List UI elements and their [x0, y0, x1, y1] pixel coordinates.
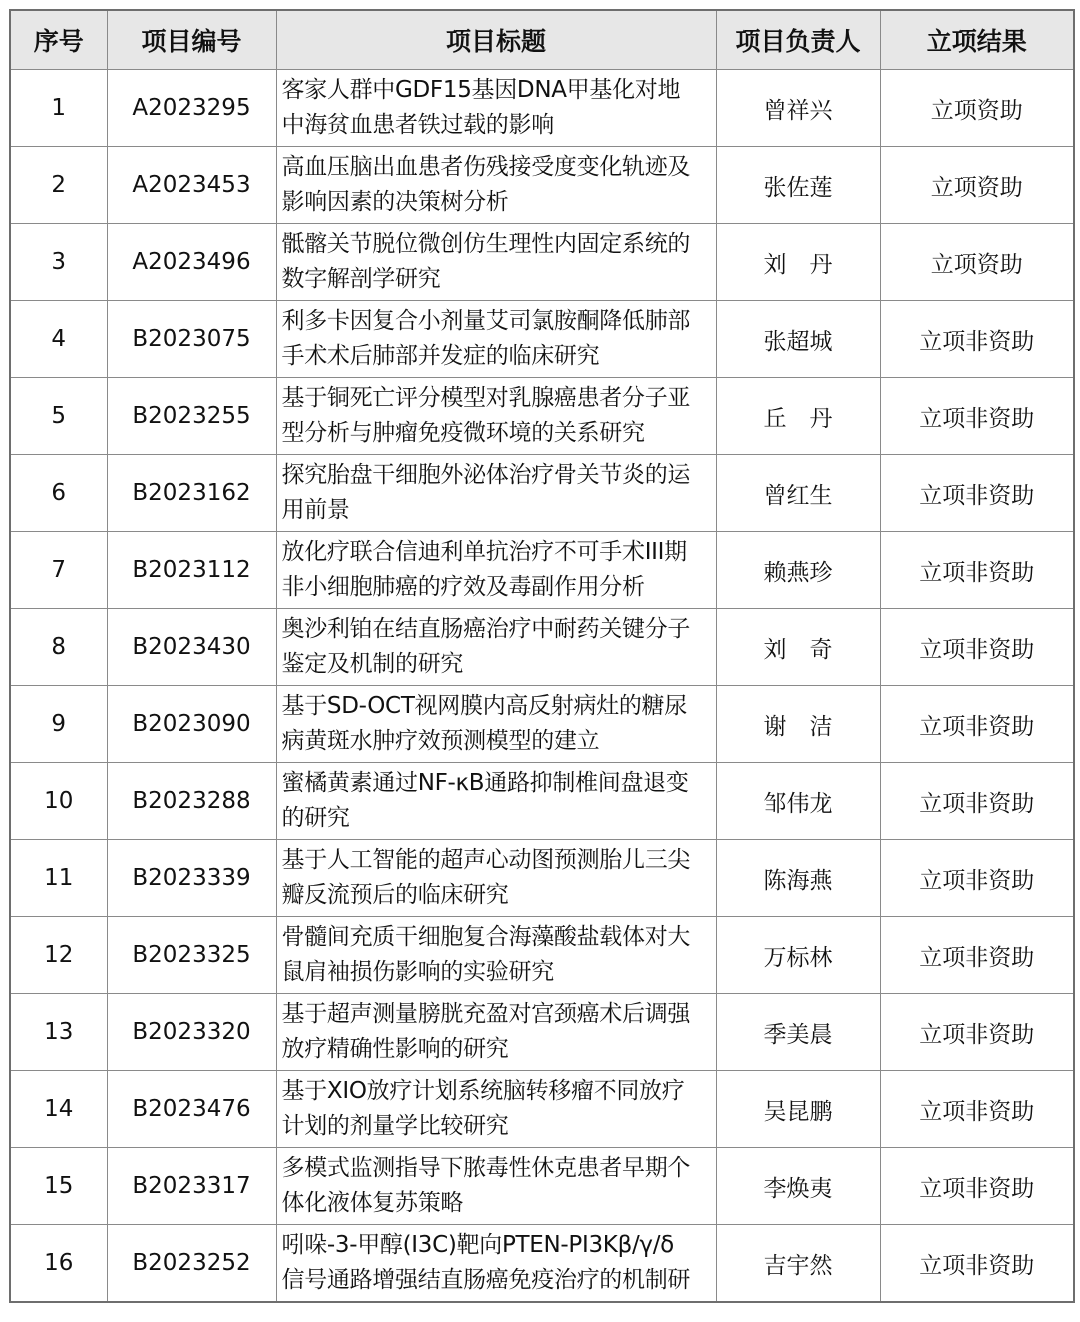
cell-approval-result [880, 147, 1074, 224]
cell-project-title [276, 1148, 716, 1225]
cell-index-text: 14 [44, 1096, 74, 1122]
cell-index [10, 301, 107, 378]
title-line: 利多卡因复合小剂量艾司氯胺酮降低肺部 [281, 308, 691, 334]
cell-project-code-text: A2023453 [132, 172, 251, 198]
cell-approval-result-text: 立项非资助 [919, 1098, 1035, 1125]
cell-project-code [107, 224, 276, 301]
cell-approval-result [880, 1225, 1074, 1303]
cell-index [10, 455, 107, 532]
cell-project-leader [716, 1071, 880, 1148]
cell-project-title [276, 147, 716, 224]
cell-project-code-text: B2023075 [132, 326, 251, 352]
cell-project-title [276, 917, 716, 994]
title-line: 型分析与肿瘤免疫微环境的关系研究 [281, 420, 645, 446]
title-line: 影响因素的决策树分析 [281, 189, 509, 215]
cell-approval-result-text: 立项非资助 [919, 944, 1035, 971]
header-project-title: 项目标题 [276, 10, 716, 70]
title-line: 蜜橘黄素通过NF-κB通路抑制椎间盘退变 [281, 770, 689, 796]
cell-project-code-text: B2023255 [132, 403, 251, 429]
cell-project-code-text: B2023317 [132, 1173, 251, 1199]
cell-index-text: 9 [51, 711, 67, 737]
cell-index [10, 378, 107, 455]
cell-project-code-text: A2023295 [132, 95, 251, 121]
cell-index-text: 11 [44, 865, 74, 891]
cell-project-leader [716, 301, 880, 378]
title-line: 中海贫血患者铁过载的影响 [281, 112, 554, 138]
cell-project-code [107, 70, 276, 147]
cell-project-leader-text: 赖燕珍 [763, 559, 833, 586]
cell-project-code-text: B2023112 [132, 557, 251, 583]
cell-project-code [107, 917, 276, 994]
cell-index [10, 686, 107, 763]
cell-index-text: 8 [51, 634, 67, 660]
table-row [10, 378, 1074, 455]
table-row [10, 686, 1074, 763]
table-row [10, 70, 1074, 147]
cell-index [10, 1225, 107, 1303]
cell-project-leader-text: 刘 丹 [763, 251, 833, 278]
title-line: 客家人群中GDF15基因DNA甲基化对地 [281, 77, 681, 103]
cell-project-leader-text: 万标林 [763, 944, 833, 971]
cell-approval-result-text: 立项非资助 [919, 790, 1035, 817]
cell-approval-result [880, 1148, 1074, 1225]
cell-approval-result-text: 立项非资助 [919, 636, 1035, 663]
cell-index [10, 994, 107, 1071]
cell-index-text: 1 [51, 95, 67, 121]
cell-project-leader-text: 曾红生 [763, 482, 833, 509]
cell-index [10, 917, 107, 994]
table-row [10, 609, 1074, 686]
cell-index-text: 3 [51, 249, 67, 275]
title-line: 基于人工智能的超声心动图预测胎儿三尖 [281, 847, 691, 873]
cell-project-code [107, 994, 276, 1071]
cell-project-leader [716, 609, 880, 686]
cell-project-title [276, 840, 716, 917]
table-body [10, 70, 1074, 1303]
cell-project-code-text: B2023252 [132, 1250, 251, 1276]
cell-project-code [107, 686, 276, 763]
cell-project-leader-text: 吉宇然 [763, 1252, 833, 1279]
table-header-row [10, 10, 1074, 70]
cell-project-title [276, 686, 716, 763]
cell-project-leader-text: 丘 丹 [763, 405, 833, 432]
cell-index-text: 6 [51, 480, 67, 506]
cell-approval-result [880, 455, 1074, 532]
table-row [10, 994, 1074, 1071]
title-line: 高血压脑出血患者伤残接受度变化轨迹及 [281, 154, 691, 180]
cell-project-leader-text: 张超城 [763, 328, 833, 355]
cell-project-code [107, 147, 276, 224]
project-table-frame [9, 9, 1073, 1315]
title-line: 鼠肩袖损伤影响的实验研究 [281, 959, 554, 985]
cell-index-text: 16 [44, 1250, 74, 1276]
cell-project-title [276, 224, 716, 301]
cell-project-title [276, 1071, 716, 1148]
table-row [10, 917, 1074, 994]
cell-index-text: 10 [44, 788, 74, 814]
cell-project-leader [716, 70, 880, 147]
cell-project-leader-text: 吴昆鹏 [763, 1098, 833, 1125]
cell-project-title [276, 70, 716, 147]
title-line: 用前景 [281, 497, 350, 523]
cell-project-leader-text: 邹伟龙 [763, 790, 833, 817]
cell-project-leader [716, 532, 880, 609]
cell-project-code-text: B2023476 [132, 1096, 251, 1122]
title-line: 基于SD-OCT视网膜内高反射病灶的糖尿 [281, 693, 687, 719]
cell-project-code-text: B2023430 [132, 634, 251, 660]
cell-project-code [107, 840, 276, 917]
title-line: 骶髂关节脱位微创仿生理性内固定系统的 [281, 231, 691, 257]
cell-index [10, 70, 107, 147]
cell-approval-result [880, 532, 1074, 609]
project-approval-table [9, 9, 1075, 1303]
cell-project-title [276, 763, 716, 840]
cell-project-title [276, 609, 716, 686]
cell-index [10, 1148, 107, 1225]
cell-approval-result-text: 立项资助 [930, 251, 1023, 278]
title-line: 放化疗联合信迪利单抗治疗不可手术III期 [281, 539, 687, 565]
header-project-code: 项目编号 [107, 10, 276, 70]
table-row [10, 840, 1074, 917]
cell-project-code [107, 609, 276, 686]
title-line: 病黄斑水肿疗效预测模型的建立 [281, 728, 600, 754]
cell-project-title [276, 378, 716, 455]
cell-project-code-text: B2023288 [132, 788, 251, 814]
cell-project-code-text: A2023496 [132, 249, 251, 275]
cell-approval-result [880, 378, 1074, 455]
cell-project-leader [716, 763, 880, 840]
cell-index [10, 609, 107, 686]
cell-approval-result-text: 立项非资助 [919, 1021, 1035, 1048]
cell-project-leader [716, 378, 880, 455]
cell-project-title [276, 301, 716, 378]
cell-project-leader [716, 686, 880, 763]
cell-project-title [276, 994, 716, 1071]
cell-index-text: 7 [51, 557, 67, 583]
cell-approval-result [880, 301, 1074, 378]
cell-approval-result-text: 立项资助 [930, 97, 1023, 124]
cell-project-leader [716, 994, 880, 1071]
title-line: 放疗精确性影响的研究 [281, 1036, 509, 1062]
title-line: 探究胎盘干细胞外泌体治疗骨关节炎的运 [281, 462, 691, 488]
cell-approval-result-text: 立项资助 [930, 174, 1023, 201]
title-line: 瓣反流预后的临床研究 [281, 882, 509, 908]
title-line: 基于XIO放疗计划系统脑转移瘤不同放疗 [281, 1078, 685, 1104]
title-line: 鉴定及机制的研究 [281, 651, 464, 677]
cell-index-text: 12 [44, 942, 74, 968]
cell-approval-result-text: 立项非资助 [919, 867, 1035, 894]
cell-index [10, 1071, 107, 1148]
cell-project-code [107, 763, 276, 840]
cell-project-leader [716, 455, 880, 532]
cell-project-leader [716, 224, 880, 301]
cell-approval-result-text: 立项非资助 [919, 328, 1035, 355]
cell-approval-result [880, 763, 1074, 840]
table-row [10, 1071, 1074, 1148]
cell-project-code [107, 455, 276, 532]
cell-project-leader-text: 季美晨 [763, 1021, 833, 1048]
cell-project-code-text: B2023090 [132, 711, 251, 737]
title-line: 吲哚-3-甲醇(I3C)靶向PTEN-PI3Kβ/γ/δ [281, 1232, 674, 1258]
cell-project-code [107, 532, 276, 609]
cell-index [10, 763, 107, 840]
cell-project-leader-text: 刘 奇 [763, 636, 833, 663]
title-line: 非小细胞肺癌的疗效及毒副作用分析 [281, 574, 645, 600]
table-row [10, 1148, 1074, 1225]
cell-index [10, 532, 107, 609]
title-line: 体化液体复苏策略 [281, 1190, 464, 1216]
title-line: 基于超声测量膀胱充盈对宫颈癌术后调强 [281, 1001, 691, 1027]
cell-approval-result-text: 立项非资助 [919, 559, 1035, 586]
cell-project-leader [716, 1225, 880, 1303]
table-row [10, 224, 1074, 301]
cell-approval-result [880, 70, 1074, 147]
cell-project-leader-text: 陈海燕 [763, 867, 833, 894]
cell-index [10, 224, 107, 301]
cell-project-title [276, 1225, 716, 1303]
cell-approval-result [880, 994, 1074, 1071]
header-approval-result: 立项结果 [880, 10, 1074, 70]
cell-index-text: 13 [44, 1019, 74, 1045]
cell-project-leader [716, 917, 880, 994]
cell-project-code [107, 378, 276, 455]
cell-project-leader-text: 李焕夷 [763, 1175, 833, 1202]
title-line: 基于铜死亡评分模型对乳腺癌患者分子亚 [281, 385, 691, 411]
cell-project-leader [716, 1148, 880, 1225]
cell-index-text: 15 [44, 1173, 74, 1199]
cell-approval-result [880, 686, 1074, 763]
table-row [10, 532, 1074, 609]
cell-approval-result-text: 立项非资助 [919, 1252, 1035, 1279]
cell-project-leader-text: 曾祥兴 [763, 97, 833, 124]
cell-project-title [276, 532, 716, 609]
cell-project-code [107, 1148, 276, 1225]
table-row [10, 301, 1074, 378]
cell-approval-result-text: 立项非资助 [919, 405, 1035, 432]
cell-index [10, 840, 107, 917]
title-line: 的研究 [281, 805, 350, 831]
cell-project-code [107, 1225, 276, 1303]
title-line: 骨髓间充质干细胞复合海藻酸盐载体对大 [281, 924, 691, 950]
cell-index-text: 4 [51, 326, 67, 352]
title-line: 奥沙利铂在结直肠癌治疗中耐药关键分子 [281, 616, 691, 642]
table-row [10, 455, 1074, 532]
cell-index-text: 2 [51, 172, 67, 198]
cell-approval-result [880, 917, 1074, 994]
title-line: 信号通路增强结直肠癌免疫治疗的机制研 [281, 1267, 691, 1293]
title-line: 手术术后肺部并发症的临床研究 [281, 343, 600, 369]
title-line: 计划的剂量学比较研究 [281, 1113, 509, 1139]
header-project-leader: 项目负责人 [716, 10, 880, 70]
cell-approval-result [880, 224, 1074, 301]
cell-approval-result-text: 立项非资助 [919, 713, 1035, 740]
cell-project-leader-text: 张佐莲 [763, 174, 833, 201]
cell-index-text: 5 [51, 403, 67, 429]
cell-project-code-text: B2023339 [132, 865, 251, 891]
table-row [10, 1225, 1074, 1303]
cell-approval-result [880, 1071, 1074, 1148]
cell-approval-result [880, 609, 1074, 686]
cell-approval-result [880, 840, 1074, 917]
cell-index [10, 147, 107, 224]
title-line: 数字解剖学研究 [281, 266, 441, 292]
title-line: 多模式监测指导下脓毒性休克患者早期个 [281, 1155, 691, 1181]
cell-approval-result-text: 立项非资助 [919, 482, 1035, 509]
cell-project-code-text: B2023325 [132, 942, 251, 968]
table-row [10, 763, 1074, 840]
cell-project-leader [716, 840, 880, 917]
table-row [10, 147, 1074, 224]
cell-project-leader-text: 谢 洁 [763, 713, 833, 740]
cell-approval-result-text: 立项非资助 [919, 1175, 1035, 1202]
cell-project-code [107, 1071, 276, 1148]
cell-project-code-text: B2023320 [132, 1019, 251, 1045]
cell-project-code [107, 301, 276, 378]
cell-project-leader [716, 147, 880, 224]
header-index: 序号 [10, 10, 107, 70]
cell-project-code-text: B2023162 [132, 480, 251, 506]
cell-project-title [276, 455, 716, 532]
